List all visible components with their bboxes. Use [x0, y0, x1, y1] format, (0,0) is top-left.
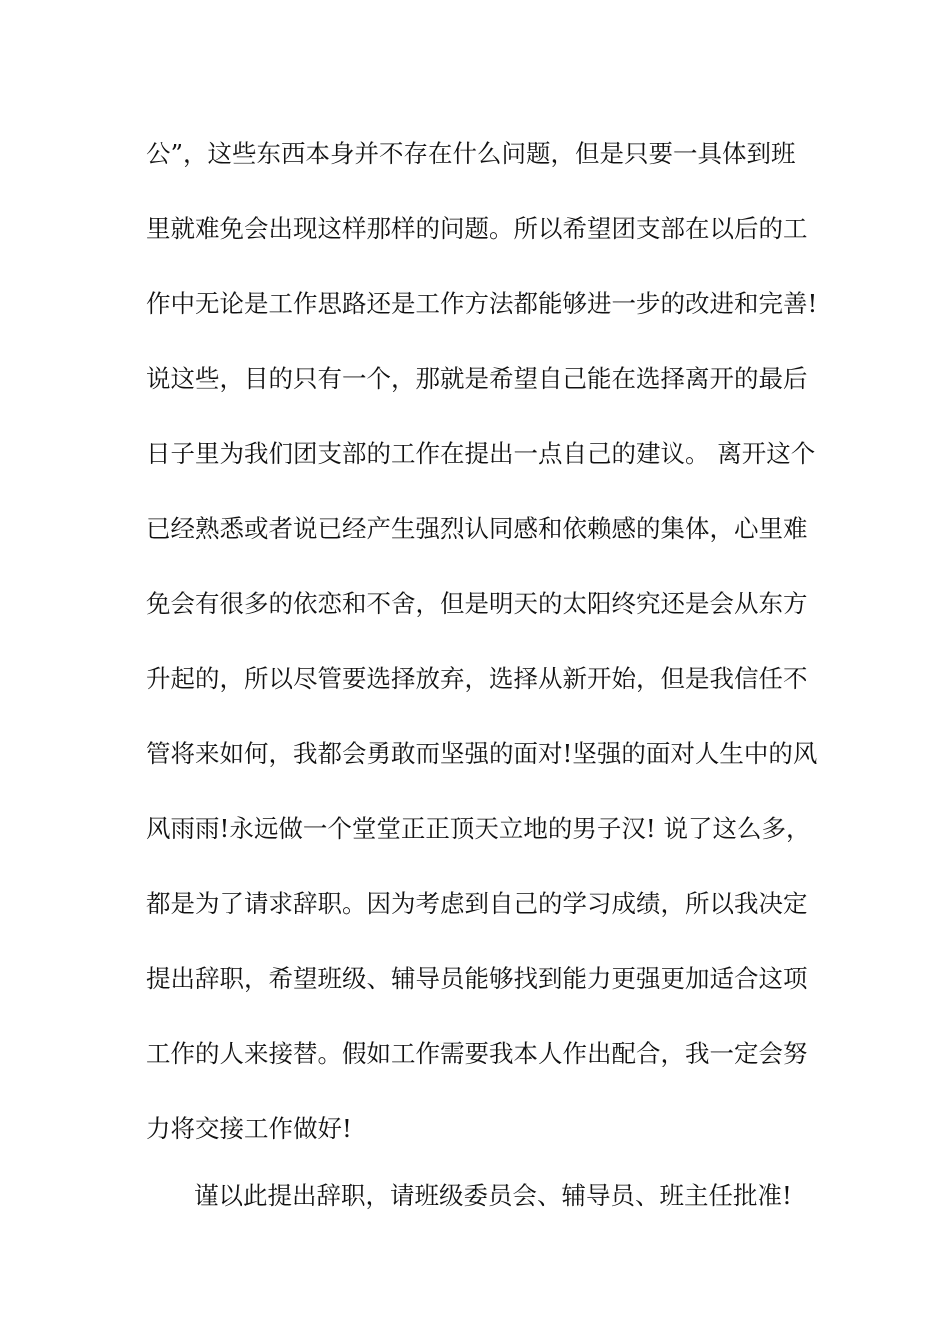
paragraph-line: 管将来如何，我都会勇敢而坚强的面对!坚强的面对人生中的风 [146, 739, 818, 768]
paragraph-line: 作中无论是工作思路还是工作方法都能够进一步的改进和完善! [146, 289, 818, 318]
paragraph-line: 公”，这些东西本身并不存在什么问题，但是只要一具体到班 [146, 139, 796, 168]
paragraph-line: 都是为了请求辞职。因为考虑到自己的学习成绩，所以我决定 [146, 889, 808, 918]
paragraph-line: 风雨雨!永远做一个堂堂正正顶天立地的男子汉! 说了这么多， [146, 814, 811, 843]
paragraph-line: 日子里为我们团支部的工作在提出一点自己的建议。 离开这个 [146, 439, 816, 468]
paragraph-line: 里就难免会出现这样那样的问题。所以希望团支部在以后的工 [146, 214, 808, 243]
paragraph-line: 力将交接工作做好! [146, 1114, 352, 1143]
paragraph-line: 升起的，所以尽管要选择放弃，选择从新开始，但是我信任不 [146, 664, 808, 693]
paragraph-line: 免会有很多的依恋和不舍，但是明天的太阳终究还是会从东方 [146, 589, 808, 618]
paragraph-line: 提出辞职，希望班级、辅导员能够找到能力更强更加适合这项 [146, 964, 808, 993]
paragraph-line: 说这些，目的只有一个，那就是希望自己能在选择离开的最后 [146, 364, 808, 393]
closing-line: 谨以此提出辞职，请班级委员会、辅导员、班主任批准! [194, 1181, 792, 1210]
paragraph-line: 已经熟悉或者说已经产生强烈认同感和依赖感的集体，心里难 [146, 514, 808, 543]
body-paragraph [146, 130, 826, 1180]
paragraph-line: 工作的人来接替。假如工作需要我本人作出配合，我一定会努 [146, 1039, 808, 1068]
